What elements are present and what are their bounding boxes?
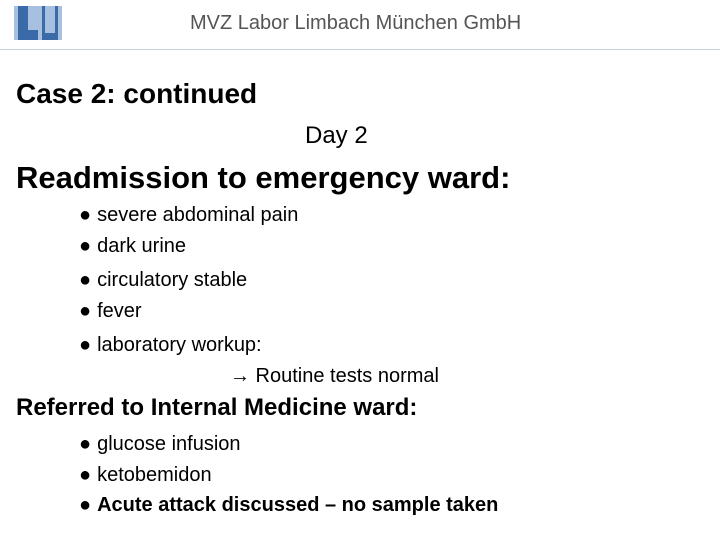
section-heading-internal-medicine: Referred to Internal Medicine ward: bbox=[16, 394, 418, 421]
list-item-text: Acute attack discussed – no sample taken bbox=[97, 494, 499, 516]
list-item bbox=[79, 269, 247, 292]
bullet-icon: ● bbox=[79, 464, 92, 486]
list-item-text: fever bbox=[97, 300, 142, 322]
bullet-icon: ● bbox=[79, 235, 92, 257]
list-item bbox=[79, 433, 241, 456]
bullet-icon: ● bbox=[79, 433, 92, 455]
bullet-icon: ● bbox=[79, 269, 92, 291]
list-item bbox=[79, 494, 498, 517]
day-label: Day 2 bbox=[305, 122, 368, 149]
list-item bbox=[79, 204, 298, 227]
lab-result-text: → Routine tests normal bbox=[230, 365, 439, 387]
list-item bbox=[79, 235, 186, 258]
bullet-icon: ● bbox=[79, 204, 92, 226]
slide-header bbox=[0, 0, 720, 50]
bullet-icon: ● bbox=[79, 494, 92, 516]
bullet-icon: ● bbox=[79, 334, 92, 356]
organization-name: MVZ Labor Limbach München GmbH bbox=[190, 12, 522, 34]
list-item-text: glucose infusion bbox=[97, 433, 241, 455]
limbach-logo-icon bbox=[14, 6, 62, 40]
list-item-text: circulatory stable bbox=[97, 269, 248, 291]
list-item-text: severe abdominal pain bbox=[97, 204, 299, 226]
list-item-text: dark urine bbox=[97, 235, 187, 257]
list-item bbox=[79, 464, 212, 487]
slide-title: Case 2: continued bbox=[16, 78, 258, 109]
list-item bbox=[79, 300, 142, 323]
bullet-icon: ● bbox=[79, 300, 92, 322]
section-heading-emergency: Readmission to emergency ward: bbox=[16, 160, 511, 195]
list-item-text: laboratory workup: bbox=[97, 334, 262, 356]
header-divider bbox=[0, 49, 720, 50]
list-item bbox=[79, 334, 262, 357]
list-item-text: ketobemidon bbox=[97, 464, 212, 486]
